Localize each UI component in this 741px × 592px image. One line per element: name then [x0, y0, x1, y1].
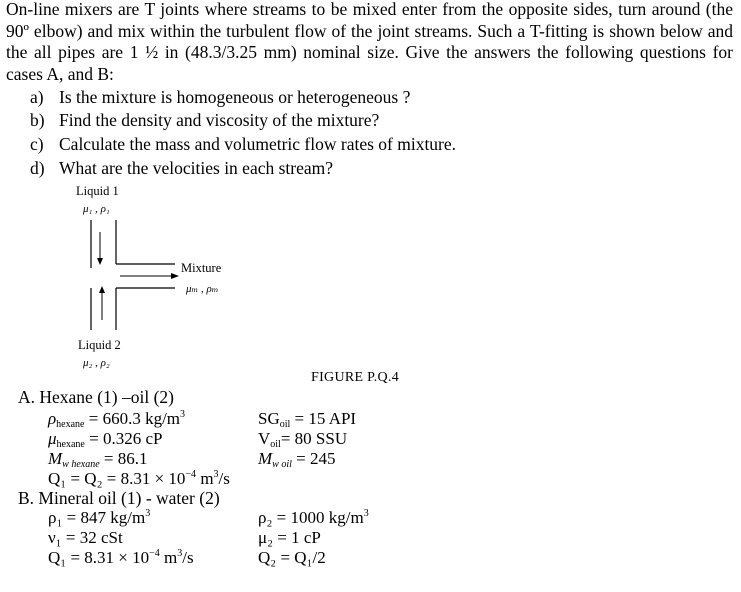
case-b-flowrate-2: Q₂ = Q₁/2	[258, 548, 326, 567]
case-a-viscosity: $\mu_{hexane} = 0.326$ cP	[48, 429, 163, 450]
case-a-specific-gravity: $SG_{oil} = 15$ API	[258, 409, 357, 430]
case-b-flowrate-1: $Q_1 = 8.31 \times 10^{-4}$ $m^3/s$	[48, 548, 194, 567]
question-text: What are the velocities in each stream?	[59, 158, 334, 178]
case-b-kinematic-viscosity: ν₁ = 32 cSt	[48, 528, 123, 547]
mixture-label: Mixture	[181, 261, 222, 275]
liquid2-props: μ₂ , ρ₂	[83, 357, 110, 369]
case-b-title: B. Mineral oil (1) - water (2)	[18, 488, 220, 508]
case-a-oil-molweight: $M_{w oil} = 245$	[258, 449, 336, 470]
case-b-density-2: ρ₂ = 1000 $kg/m^3$	[258, 508, 369, 527]
liquid2-label: Liquid 2	[78, 338, 121, 352]
question-label: d)	[30, 158, 45, 178]
question-text: Find the density and viscosity of the mixture?	[59, 110, 380, 130]
problem-intro: On-line mixers are T joints where streams to be mixed enter from the opposite sides, turn around (the 90º elbow) and mix within the turbulent flow of the joint streams. Such a T-fitting is shown below and the all pipes are 1 ½ in (48.3/3.25 mm) nominal size. Give the answers the following questions for cases A, and B:	[6, 0, 733, 84]
case-a-density: $\rho_{hexane} = 660.3$ $kg/m^3$	[48, 409, 186, 430]
case-a-title: A. Hexane (1) –oil (2)	[18, 387, 174, 407]
liquid1-props: μ₁ , ρ₁	[83, 203, 110, 215]
question-text: Calculate the mass and volumetric flow rates of mixture.	[59, 134, 457, 154]
case-a-flowrate: $Q_1 = Q_2 = 8.31 \times 10^{-4}$ $m^3/s$	[48, 469, 230, 488]
case-b-density-1: ρ₁ = 847 $kg/m^3$	[48, 508, 151, 527]
case-a-molweight: $M_{w hexane} = 86.1$	[48, 449, 148, 470]
case-a-oil-viscosity: $V_{oil}= 80$ SSU	[258, 429, 348, 450]
question-label: c)	[30, 134, 44, 154]
mixture-props: μₘ , ρₘ	[186, 283, 219, 295]
question-label: a)	[30, 87, 44, 107]
liquid1-label: Liquid 1	[76, 184, 119, 198]
question-label: b)	[30, 110, 45, 130]
question-text: Is the mixture is homogeneous or heterogeneous ?	[59, 87, 411, 107]
figure-caption: FIGURE P.Q.4	[311, 370, 400, 385]
case-b-viscosity-2: μ₂ = 1 cP	[258, 528, 321, 547]
